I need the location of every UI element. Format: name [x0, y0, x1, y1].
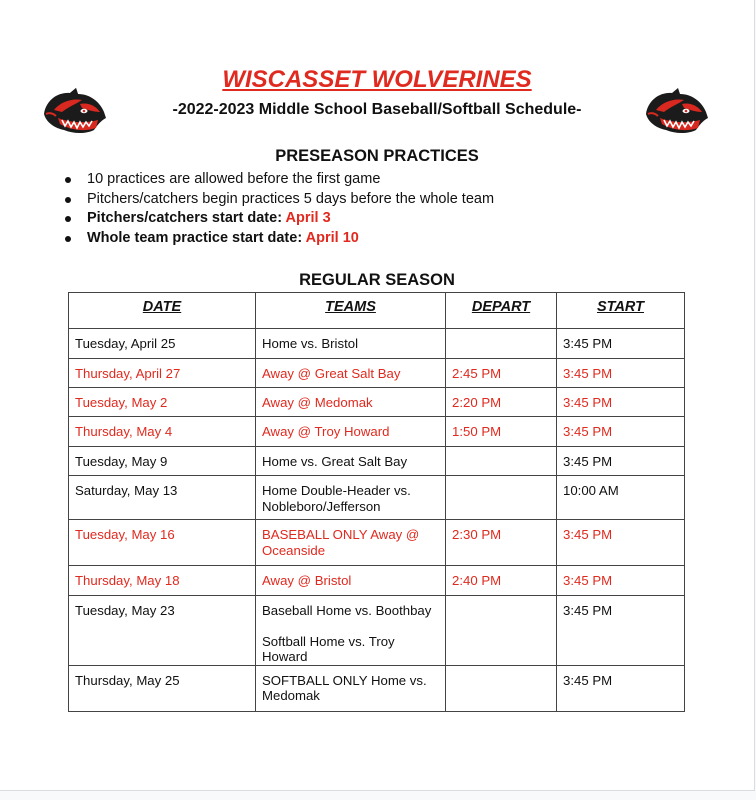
- table-row: [69, 359, 685, 388]
- cell-start: 3:45 PM: [557, 566, 685, 596]
- cell-date: Thursday, April 27: [69, 359, 256, 388]
- cell-start: 3:45 PM: [557, 329, 685, 359]
- cell-depart: 2:40 PM: [446, 566, 557, 596]
- column-header-depart: DEPART: [446, 293, 557, 329]
- cell-depart: [446, 665, 557, 711]
- cell-depart: 2:20 PM: [446, 388, 557, 417]
- cell-date: Tuesday, May 23: [69, 596, 256, 666]
- preseason-heading: PRESEASON PRACTICES: [275, 147, 479, 165]
- table-row: [69, 476, 685, 520]
- cell-date: Tuesday, May 2: [69, 388, 256, 417]
- schedule-table: [68, 292, 685, 712]
- cell-start: 3:45 PM: [557, 388, 685, 417]
- cell-depart: [446, 329, 557, 359]
- cell-teams: [256, 476, 446, 520]
- cell-depart: 1:50 PM: [446, 417, 557, 447]
- cell-teams: [256, 359, 446, 388]
- cell-start: 3:45 PM: [557, 596, 685, 666]
- cell-teams: [256, 447, 446, 476]
- pitchers-start-date: April 3: [285, 210, 331, 226]
- document-subtitle: -2022-2023 Middle School Baseball/Softball Schedule-: [172, 101, 582, 118]
- team-line: Howard: [262, 649, 308, 664]
- team-line: Away @ Troy Howard: [262, 424, 390, 439]
- table-row: [69, 596, 685, 666]
- team-line: Home Double-Header vs.: [262, 483, 411, 498]
- team-start-date: April 10: [305, 229, 359, 246]
- team-line: Away @ Medomak: [262, 395, 373, 410]
- cell-date: Tuesday, April 25: [69, 329, 256, 359]
- document-title: WISCASSET WOLVERINES: [222, 66, 532, 93]
- table-row: [69, 665, 685, 711]
- cell-date: Saturday, May 13: [69, 476, 256, 520]
- cell-teams: [256, 665, 446, 711]
- team-line: Oceanside: [262, 542, 326, 558]
- table-row: [69, 388, 685, 417]
- cell-teams: [256, 520, 446, 566]
- cell-start: 3:45 PM: [557, 359, 685, 388]
- cell-date: Tuesday, May 16: [69, 520, 256, 566]
- table-row: [69, 417, 685, 447]
- cell-start: 3:45 PM: [557, 665, 685, 711]
- cell-teams: [256, 566, 446, 596]
- team-line: Nobleboro/Jefferson: [262, 498, 381, 514]
- cell-date: Thursday, May 25: [69, 665, 256, 711]
- cell-teams: [256, 417, 446, 447]
- team-start-label: Whole team practice start date:: [87, 229, 306, 246]
- team-line: Home vs. Bristol: [262, 336, 358, 351]
- preseason-list: [64, 170, 494, 248]
- table-header-row: [69, 293, 685, 329]
- table-row: [69, 329, 685, 359]
- table-row: [69, 566, 685, 596]
- cell-depart: [446, 596, 557, 666]
- team-line: SOFTBALL ONLY Home vs.: [262, 672, 427, 688]
- cell-date: Thursday, May 18: [69, 566, 256, 596]
- cell-teams: [256, 596, 446, 666]
- cell-teams: [256, 388, 446, 417]
- cell-date: Tuesday, May 9: [69, 447, 256, 476]
- list-item: [64, 229, 494, 249]
- table-row: [69, 447, 685, 476]
- cell-start: 3:45 PM: [557, 520, 685, 566]
- cell-start: 10:00 AM: [557, 476, 685, 520]
- team-line: [262, 619, 439, 634]
- team-line: Away @ Great Salt Bay: [262, 366, 401, 381]
- column-header-date: DATE: [69, 293, 256, 329]
- column-header-start: START: [557, 293, 685, 329]
- list-item: 10 practices are allowed before the first game: [64, 170, 494, 190]
- cell-start: 3:45 PM: [557, 417, 685, 447]
- pitchers-start-label: Pitchers/catchers start date:: [87, 210, 286, 226]
- cell-depart: [446, 476, 557, 520]
- cell-date: Thursday, May 4: [69, 417, 256, 447]
- team-line: Baseball Home vs. Boothbay: [262, 603, 432, 618]
- cell-teams: [256, 329, 446, 359]
- team-line: Medomak: [262, 688, 320, 703]
- team-line: Softball Home vs. Troy: [262, 633, 395, 649]
- column-header-teams: TEAMS: [256, 293, 446, 329]
- cell-start: 3:45 PM: [557, 447, 685, 476]
- cell-depart: [446, 447, 557, 476]
- team-line: Away @ Bristol: [262, 573, 352, 588]
- list-item: [64, 209, 494, 229]
- team-line: BASEBALL ONLY Away @: [262, 527, 420, 542]
- team-line: Home vs. Great Salt Bay: [262, 454, 408, 469]
- regular-season-heading: REGULAR SEASON: [299, 271, 455, 289]
- list-item: Pitchers/catchers begin practices 5 days before the whole team: [64, 190, 494, 210]
- schedule-body: [69, 329, 685, 712]
- table-row: [69, 520, 685, 566]
- cell-depart: 2:30 PM: [446, 520, 557, 566]
- cell-depart: 2:45 PM: [446, 359, 557, 388]
